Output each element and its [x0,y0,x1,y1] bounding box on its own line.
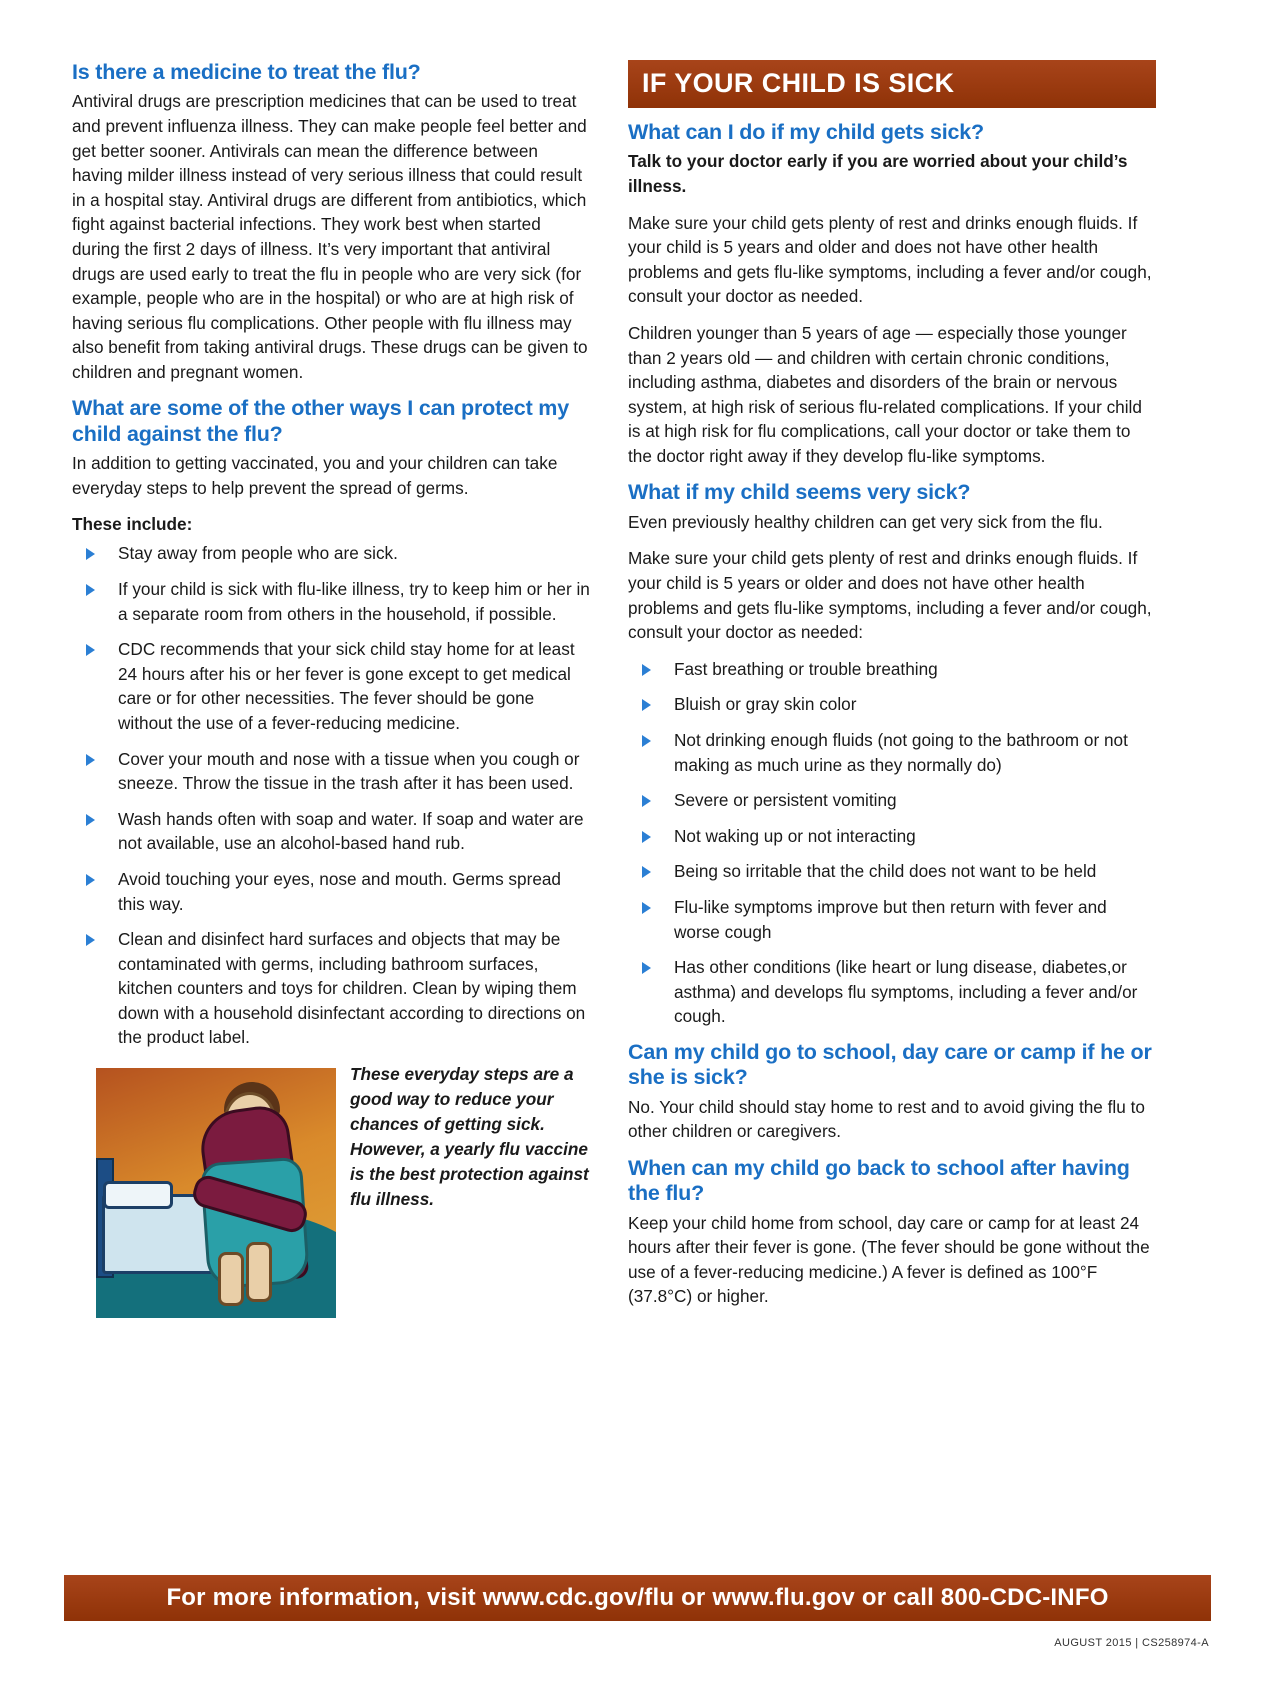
list-item [72,541,592,566]
triangle-bullet-icon [642,735,651,747]
triangle-bullet-icon [642,962,651,974]
triangle-bullet-icon [642,902,651,914]
triangle-bullet-icon [86,934,95,946]
list-item-text: Severe or persistent vomiting [674,790,897,811]
list-warning-signs [628,657,1156,1029]
illustration-art [96,1068,336,1318]
paragraph-rest-and-fluids: Make sure your child gets plenty of rest and drinks enough fluids. If your child is 5 years and older and does not have other health problems and gets flu-like symptoms, including a fever and/or cough, consult your doctor as needed. [628,212,1152,307]
list-item [72,927,592,1050]
illustration-figure-leg-2 [218,1252,244,1306]
triangle-bullet-icon [86,754,95,766]
triangle-bullet-icon [642,664,651,676]
list-item [628,955,1156,1029]
list-item [628,859,1156,884]
triangle-bullet-icon [86,874,95,886]
list-item-text: Stay away from people who are sick. [118,543,398,564]
triangle-bullet-icon [86,644,95,656]
left-column [72,60,592,1321]
list-item-text: Not waking up or not interacting [674,825,916,846]
triangle-bullet-icon [642,699,651,711]
list-item [72,577,592,626]
triangle-bullet-icon [642,866,651,878]
list-item [628,824,1156,849]
list-item [72,747,592,796]
paragraph-consult-doctor-symptoms: Make sure your child gets plenty of rest and drinks enough fluids. If your child is 5 years or older and does not have other health problems and gets flu-like symptoms, including a fever and/or cough, consult your doctor as needed: [628,548,1152,643]
list-item [628,788,1156,813]
list-item-text: Wash hands often with soap and water. If soap and water are not available, use an alcohol-based hand rub. [118,808,584,854]
triangle-bullet-icon [86,814,95,826]
footer-publication-code: AUGUST 2015 | CS258974-A [1054,1637,1209,1649]
heading-other-ways-to-protect: What are some of the other ways I can protect my child against the flu? [72,396,569,446]
heading-what-can-i-do: What can I do if my child gets sick? [628,120,984,144]
heading-go-to-school-if-sick: Can my child go to school, day care or camp if he or she is sick? [628,1039,1152,1090]
list-item [72,637,592,735]
paragraph-children-younger-than-5: Children younger than 5 years of age — especially those younger than 2 years old — and children with certain chronic conditions, including asthma, diabetes and disorders of the brain or nervous system, at high risk of serious flu-related complications. If your child is at high risk for flu complications, call your doctor or take them to the doctor right away if they develop flu-like symptoms. [628,322,1142,466]
list-item [72,867,592,916]
list-item [628,692,1156,717]
list-item-text: Flu-like symptoms improve but then return with fever and worse cough [674,896,1107,942]
triangle-bullet-icon [86,584,95,596]
list-item-text: If your child is sick with flu-like illness, try to keep him or her in a separate room from others in the household, if possible. [118,578,590,624]
heading-medicine-to-treat-flu: Is there a medicine to treat the flu? [72,60,421,84]
list-item [72,807,592,856]
paragraph-talk-to-doctor: Talk to your doctor early if you are worried about your child’s illness. [628,151,1128,196]
list-item-text: Clean and disinfect hard surfaces and objects that may be contaminated with germs, including bathroom surfaces, kitchen counters and toys for children. Clean by wiping them down with a household disinfectant according to directions on the product label. [118,929,586,1048]
list-item-text: Avoid touching your eyes, nose and mouth. Germs spread this way. [118,868,561,914]
list-item-text: Has other conditions (like heart or lung disease, diabetes,or asthma) and develops flu symptoms, including a fever and/or cough. [674,957,1138,1027]
heading-back-to-school-after-flu: When can my child go back to school after having the flu? [628,1155,1130,1206]
paragraph-antiviral-drugs: Antiviral drugs are prescription medicines that can be used to treat and prevent influenza illness. They can make people feel better and get better sooner. Antivirals can mean the difference between having milder illness instead of very serious illness that could result in a hospital stay. Antiviral drugs are different from antibiotics, which fight against bacterial infections. They work best when started during the first 2 days of illness. It’s very important that antiviral drugs are used early to treat the flu in people who are very sick (for example, people who are in the hospital) or who are at high risk of having serious flu complications. Other people with flu illness may also benefit from taking antiviral drugs. These drugs can be given to children and pregnant women. [72,91,588,382]
triangle-bullet-icon [642,831,651,843]
illustration-figure-leg [246,1242,272,1302]
list-prevention-steps [72,541,592,1050]
pull-quote-everyday-steps: These everyday steps are a good way to reduce your chances of getting sick. However, a yearly flu vaccine is the best protection against flu illness. [350,1064,589,1209]
paragraph-stay-home-answer: No. Your child should stay home to rest and to avoid giving the flu to other children or caregivers. [628,1096,1145,1142]
list-item [628,728,1156,777]
right-column [628,60,1156,1321]
list-item-text: Fast breathing or trouble breathing [674,658,938,679]
footer-information-bar [64,1575,1211,1621]
triangle-bullet-icon [86,548,95,560]
list-item-text: Cover your mouth and nose with a tissue when you cough or sneeze. Throw the tissue in the trash after it has been used. [118,748,580,794]
label-these-include: These include: [72,514,193,535]
paragraph-everyday-steps: In addition to getting vaccinated, you and your children can take everyday steps to help prevent the spread of germs. [72,453,558,498]
illustration-caregiver-child [96,1068,336,1318]
paragraph-healthy-children-very-sick: Even previously healthy children can get very sick from the flu. [628,511,1103,532]
section-banner-if-your-child-is-sick: IF YOUR CHILD IS SICK [628,60,1156,108]
footer-information-text: For more information, visit www.cdc.gov/flu or www.flu.gov or call 800-CDC-INFO [166,1584,1109,1611]
triangle-bullet-icon [642,795,651,807]
heading-child-seems-very-sick: What if my child seems very sick? [628,480,971,505]
list-item-text: Being so irritable that the child does not want to be held [674,861,1097,882]
list-item [628,657,1156,682]
paragraph-24-hours-fever-free: Keep your child home from school, day care or camp for at least 24 hours after their fever is gone. (The fever should be gone without the use of a fever-reducing medicine.) A fever is defined as 100°F (37.8°C) or higher. [628,1212,1150,1307]
list-item-text: Not drinking enough fluids (not going to the bathroom or not making as much urine as they normally do) [674,730,1128,775]
list-item-text: Bluish or gray skin color [674,694,857,715]
list-item [628,895,1156,944]
list-item-text: CDC recommends that your sick child stay home for at least 24 hours after his or her fever is gone except to get medical care or for other necessities. The fever should be gone without the use of a fever-reducing medicine. [118,639,575,733]
